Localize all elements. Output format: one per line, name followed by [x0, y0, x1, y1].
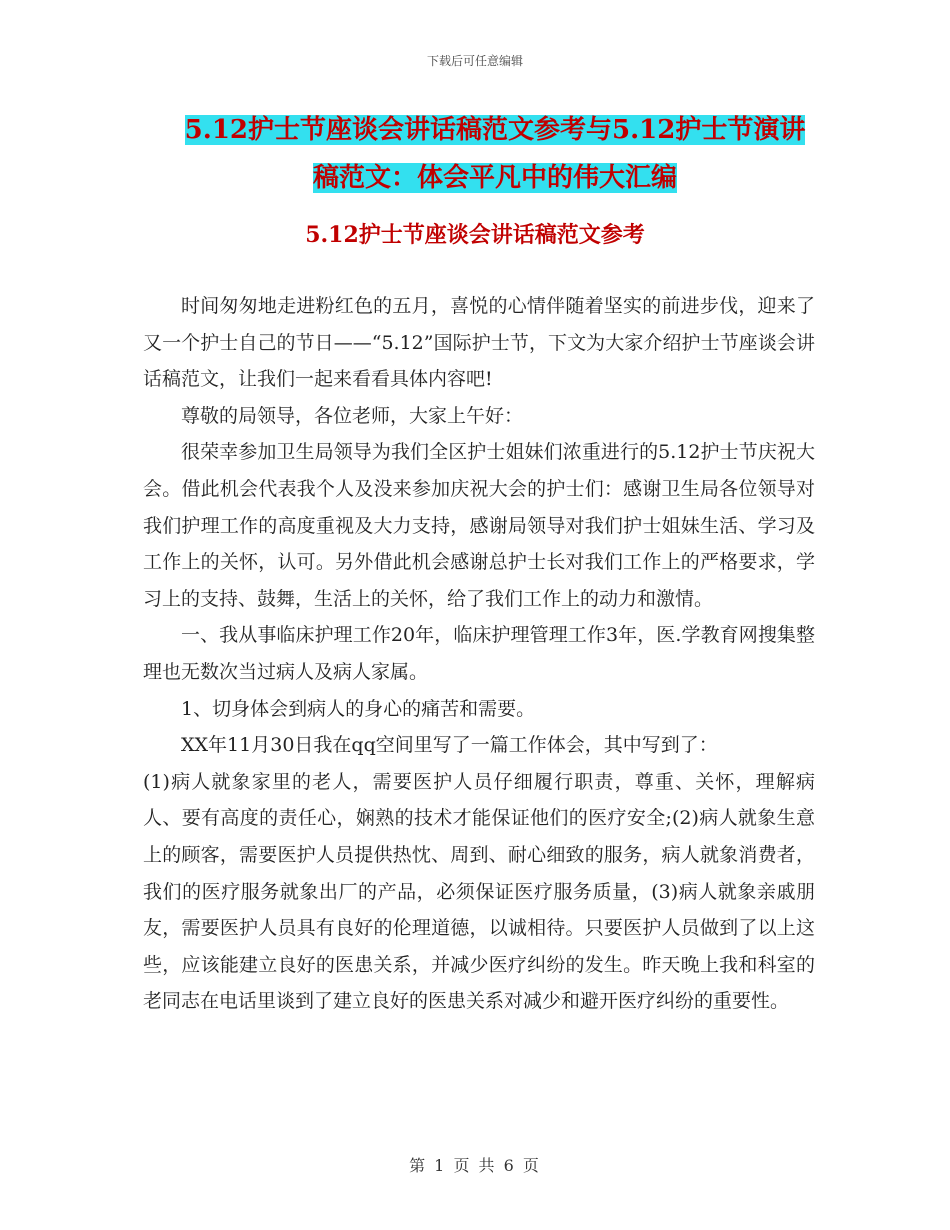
paragraph: (1)病人就象家里的老人，需要医护人员仔细履行职责，尊重、关怀，理解病人、要有高度的责任心，娴熟的技术才能保证他们的医疗安全;(2)病人就象生意上的顾客，需要医护人员提供热忱、周到、耐心细致的服务，病人就象消费者，我们的医疗服务就象出厂的产品，必须保证医疗服务质量，(3)病人就象亲戚朋友，需要医护人员具有良好的伦理道德，以诚相待。只要医护人员做到了以上这些，应该能建立良好的医患关系，并减少医疗纠纷的发生。昨天晚上我和科室的老同志在电话里谈到了建立良好的医患关系对减少和避开医疗纠纷的重要性。: [143, 770, 815, 1013]
paragraph: 尊敬的局领导，各位老师，大家上午好：: [181, 404, 524, 427]
document-title-line1: 5.12护士节座谈会讲话稿范文参考与5.12护士节演讲: [184, 115, 806, 145]
document-title-line2: 稿范文：体会平凡中的伟大汇编: [312, 163, 677, 193]
paragraph: 很荣幸参加卫生局领导为我们全区护士姐妹们浓重进行的5.12护士节庆祝大会。借此机会代表我个人及没来参加庆祝大会的护士们：感谢卫生局各位领导对我们护理工作的高度重视及大力支持，感谢局领导对我们护士姐妹生活、学习及工作上的关怀，认可。另外借此机会感谢总护士长对我们工作上的严格要求，学习上的支持、鼓舞，生活上的关怀，给了我们工作上的动力和激情。: [143, 441, 815, 610]
section-title: 5.12护士节座谈会讲话稿范文参考: [305, 222, 645, 248]
paragraph: 时间匆匆地走进粉红色的五月，喜悦的心情伴随着坚实的前进步伐，迎来了又一个护士自己的节日——“5.12”国际护士节，下文为大家介绍护士节座谈会讲话稿范文，让我们一起来看看具体内容吧!: [143, 295, 815, 391]
paragraph: 1、切身体会到病人的身心的痛苦和需要。: [181, 697, 536, 720]
page-header: 下载后可任意编辑: [426, 54, 523, 68]
page-footer: 第 1 页 共 6 页: [409, 1156, 541, 1175]
document-title: [145, 106, 845, 202]
paragraph: 一、我从事临床护理工作20年，临床护理管理工作3年，医.学教育网搜集整理也无数次当过病人及病人家属。: [143, 624, 815, 683]
paragraph: XX年11月30日我在qq空间里写了一篇工作体会，其中写到了：: [181, 734, 718, 757]
body-text: [143, 288, 815, 1020]
